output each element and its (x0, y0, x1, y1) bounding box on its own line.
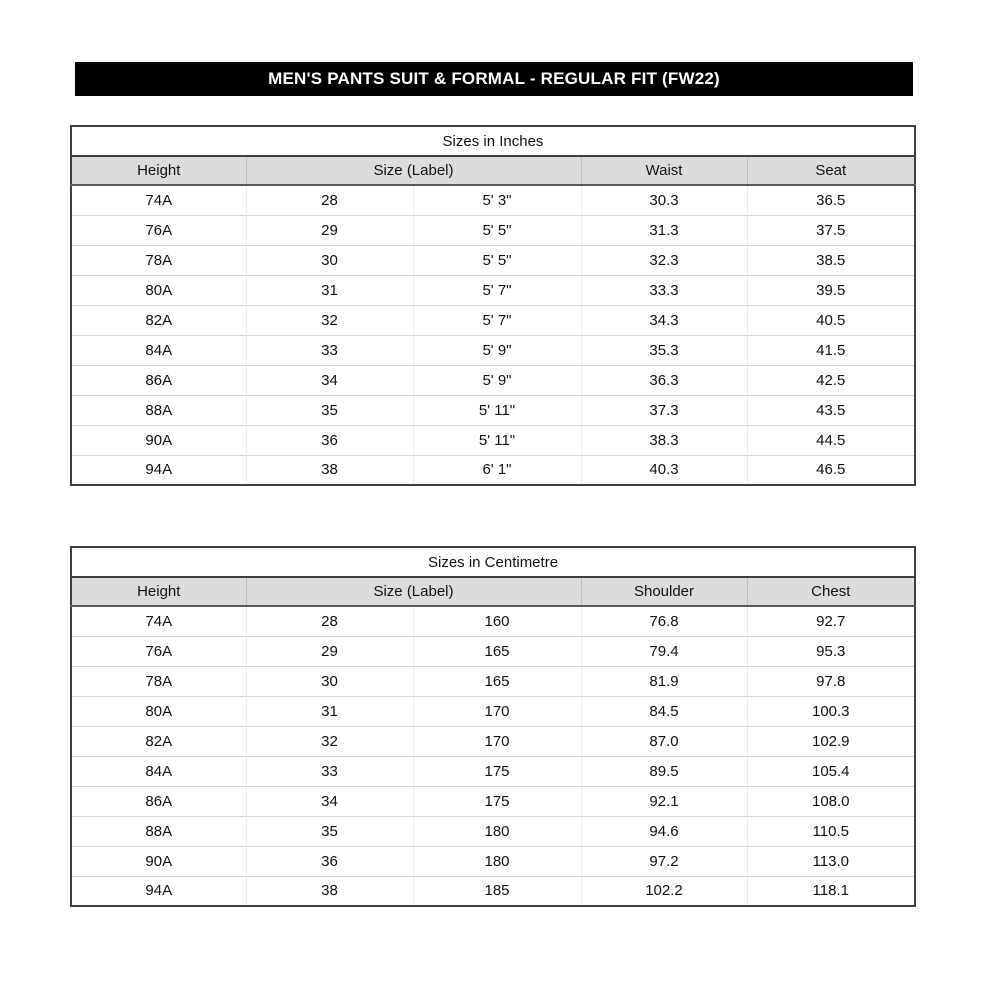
table-cell: 102.2 (581, 876, 747, 906)
table-cell: 87.0 (581, 726, 747, 756)
table-cell: 28 (246, 185, 413, 215)
table-cell: 90A (71, 846, 246, 876)
table-cell: 118.1 (747, 876, 915, 906)
table-cell: 35 (246, 395, 413, 425)
table-cell: 175 (413, 756, 581, 786)
table-cell: 30 (246, 245, 413, 275)
chart-title-banner (75, 62, 913, 96)
table-cell: 170 (413, 726, 581, 756)
table-title-row (71, 126, 915, 156)
table-cell: 79.4 (581, 636, 747, 666)
table-cell: 41.5 (747, 335, 915, 365)
table-cell: 5' 11" (413, 395, 581, 425)
table-row (71, 245, 915, 275)
column-header-height: Height (71, 577, 246, 606)
table-cell: 5' 7" (413, 275, 581, 305)
table-cell: 6' 1" (413, 455, 581, 485)
table-cell: 82A (71, 305, 246, 335)
table-cell: 32 (246, 305, 413, 335)
table-row (71, 876, 915, 906)
table-row (71, 275, 915, 305)
column-header-chest: Chest (747, 577, 915, 606)
table-cell: 92.7 (747, 606, 915, 636)
table-row (71, 606, 915, 636)
table-title: Sizes in Centimetre (71, 547, 915, 577)
table-cell: 89.5 (581, 756, 747, 786)
table-row (71, 726, 915, 756)
table-cell: 82A (71, 726, 246, 756)
table-cell: 76.8 (581, 606, 747, 636)
table-cell: 39.5 (747, 275, 915, 305)
table-cell: 30 (246, 666, 413, 696)
table-cell: 34 (246, 365, 413, 395)
table-cell: 32 (246, 726, 413, 756)
table-cell: 78A (71, 245, 246, 275)
table-cell: 74A (71, 606, 246, 636)
table-cell: 33 (246, 756, 413, 786)
table-cell: 38.3 (581, 425, 747, 455)
table-cell: 30.3 (581, 185, 747, 215)
table-row (71, 636, 915, 666)
table-cell: 38 (246, 876, 413, 906)
table-cell: 36 (246, 425, 413, 455)
table-cell: 86A (71, 365, 246, 395)
table-row (71, 455, 915, 485)
table-cell: 32.3 (581, 245, 747, 275)
table-row (71, 756, 915, 786)
table-cell: 29 (246, 215, 413, 245)
table-cell: 160 (413, 606, 581, 636)
table-cell: 88A (71, 816, 246, 846)
table-cell: 34.3 (581, 305, 747, 335)
table-cell: 29 (246, 636, 413, 666)
table-cell: 97.2 (581, 846, 747, 876)
table-cell: 180 (413, 846, 581, 876)
table-cell: 76A (71, 636, 246, 666)
table-row (71, 305, 915, 335)
table-cell: 40.3 (581, 455, 747, 485)
table-cell: 185 (413, 876, 581, 906)
column-header-shoulder: Shoulder (581, 577, 747, 606)
table-cell: 5' 7" (413, 305, 581, 335)
table-cell: 74A (71, 185, 246, 215)
table-cell: 165 (413, 666, 581, 696)
table-row (71, 425, 915, 455)
table-cell: 80A (71, 696, 246, 726)
table-cell: 84.5 (581, 696, 747, 726)
table-cell: 92.1 (581, 786, 747, 816)
column-header-height: Height (71, 156, 246, 185)
table-cell: 38.5 (747, 245, 915, 275)
table-cell: 5' 5" (413, 215, 581, 245)
table-cell: 94.6 (581, 816, 747, 846)
table-cell: 31 (246, 275, 413, 305)
table-cell: 180 (413, 816, 581, 846)
table-cell: 46.5 (747, 455, 915, 485)
table-cell: 88A (71, 395, 246, 425)
table-cell: 36.5 (747, 185, 915, 215)
table-row (71, 846, 915, 876)
table-cell: 90A (71, 425, 246, 455)
table-cell: 84A (71, 756, 246, 786)
table-cell: 43.5 (747, 395, 915, 425)
table-cell: 5' 9" (413, 335, 581, 365)
table-header-row (71, 156, 915, 185)
table-cell: 31 (246, 696, 413, 726)
column-header-size-label: Size (Label) (246, 156, 581, 185)
table-cell: 165 (413, 636, 581, 666)
table-cell: 40.5 (747, 305, 915, 335)
table-cell: 86A (71, 786, 246, 816)
table-cell: 34 (246, 786, 413, 816)
table-cell: 102.9 (747, 726, 915, 756)
table-header-row (71, 577, 915, 606)
table-cell: 113.0 (747, 846, 915, 876)
table-row (71, 696, 915, 726)
table-cell: 175 (413, 786, 581, 816)
table-cell: 78A (71, 666, 246, 696)
table-row (71, 395, 915, 425)
table-cell: 33 (246, 335, 413, 365)
table-row (71, 666, 915, 696)
table-cell: 100.3 (747, 696, 915, 726)
table-cell: 37.3 (581, 395, 747, 425)
table-cell: 42.5 (747, 365, 915, 395)
table-cell: 37.5 (747, 215, 915, 245)
table-cell: 36.3 (581, 365, 747, 395)
table-title: Sizes in Inches (71, 126, 915, 156)
column-header-seat: Seat (747, 156, 915, 185)
table-row (71, 786, 915, 816)
table-cell: 35.3 (581, 335, 747, 365)
column-header-waist: Waist (581, 156, 747, 185)
table-cell: 108.0 (747, 786, 915, 816)
table-row (71, 335, 915, 365)
chart-title: MEN'S PANTS SUIT & FORMAL - REGULAR FIT (FW22) (268, 69, 720, 88)
table-cell: 38 (246, 455, 413, 485)
table-row (71, 185, 915, 215)
sizes-in-centimetre-table (70, 546, 916, 907)
table-cell: 5' 11" (413, 425, 581, 455)
table-cell: 170 (413, 696, 581, 726)
table-cell: 105.4 (747, 756, 915, 786)
table-cell: 33.3 (581, 275, 747, 305)
table-cell: 94A (71, 455, 246, 485)
table-row (71, 365, 915, 395)
table-cell: 76A (71, 215, 246, 245)
table-cell: 35 (246, 816, 413, 846)
table-cell: 36 (246, 846, 413, 876)
table-cell: 94A (71, 876, 246, 906)
table-cell: 95.3 (747, 636, 915, 666)
column-header-size-label: Size (Label) (246, 577, 581, 606)
table-cell: 80A (71, 275, 246, 305)
table-title-row (71, 547, 915, 577)
table-row (71, 816, 915, 846)
table-cell: 97.8 (747, 666, 915, 696)
table-cell: 28 (246, 606, 413, 636)
table-cell: 81.9 (581, 666, 747, 696)
table-cell: 5' 9" (413, 365, 581, 395)
sizes-in-inches-table (70, 125, 916, 486)
table-cell: 5' 5" (413, 245, 581, 275)
table-row (71, 215, 915, 245)
table-cell: 5' 3" (413, 185, 581, 215)
table-cell: 110.5 (747, 816, 915, 846)
table-body (71, 185, 915, 485)
table-cell: 84A (71, 335, 246, 365)
table-body (71, 606, 915, 906)
table-cell: 31.3 (581, 215, 747, 245)
table-cell: 44.5 (747, 425, 915, 455)
